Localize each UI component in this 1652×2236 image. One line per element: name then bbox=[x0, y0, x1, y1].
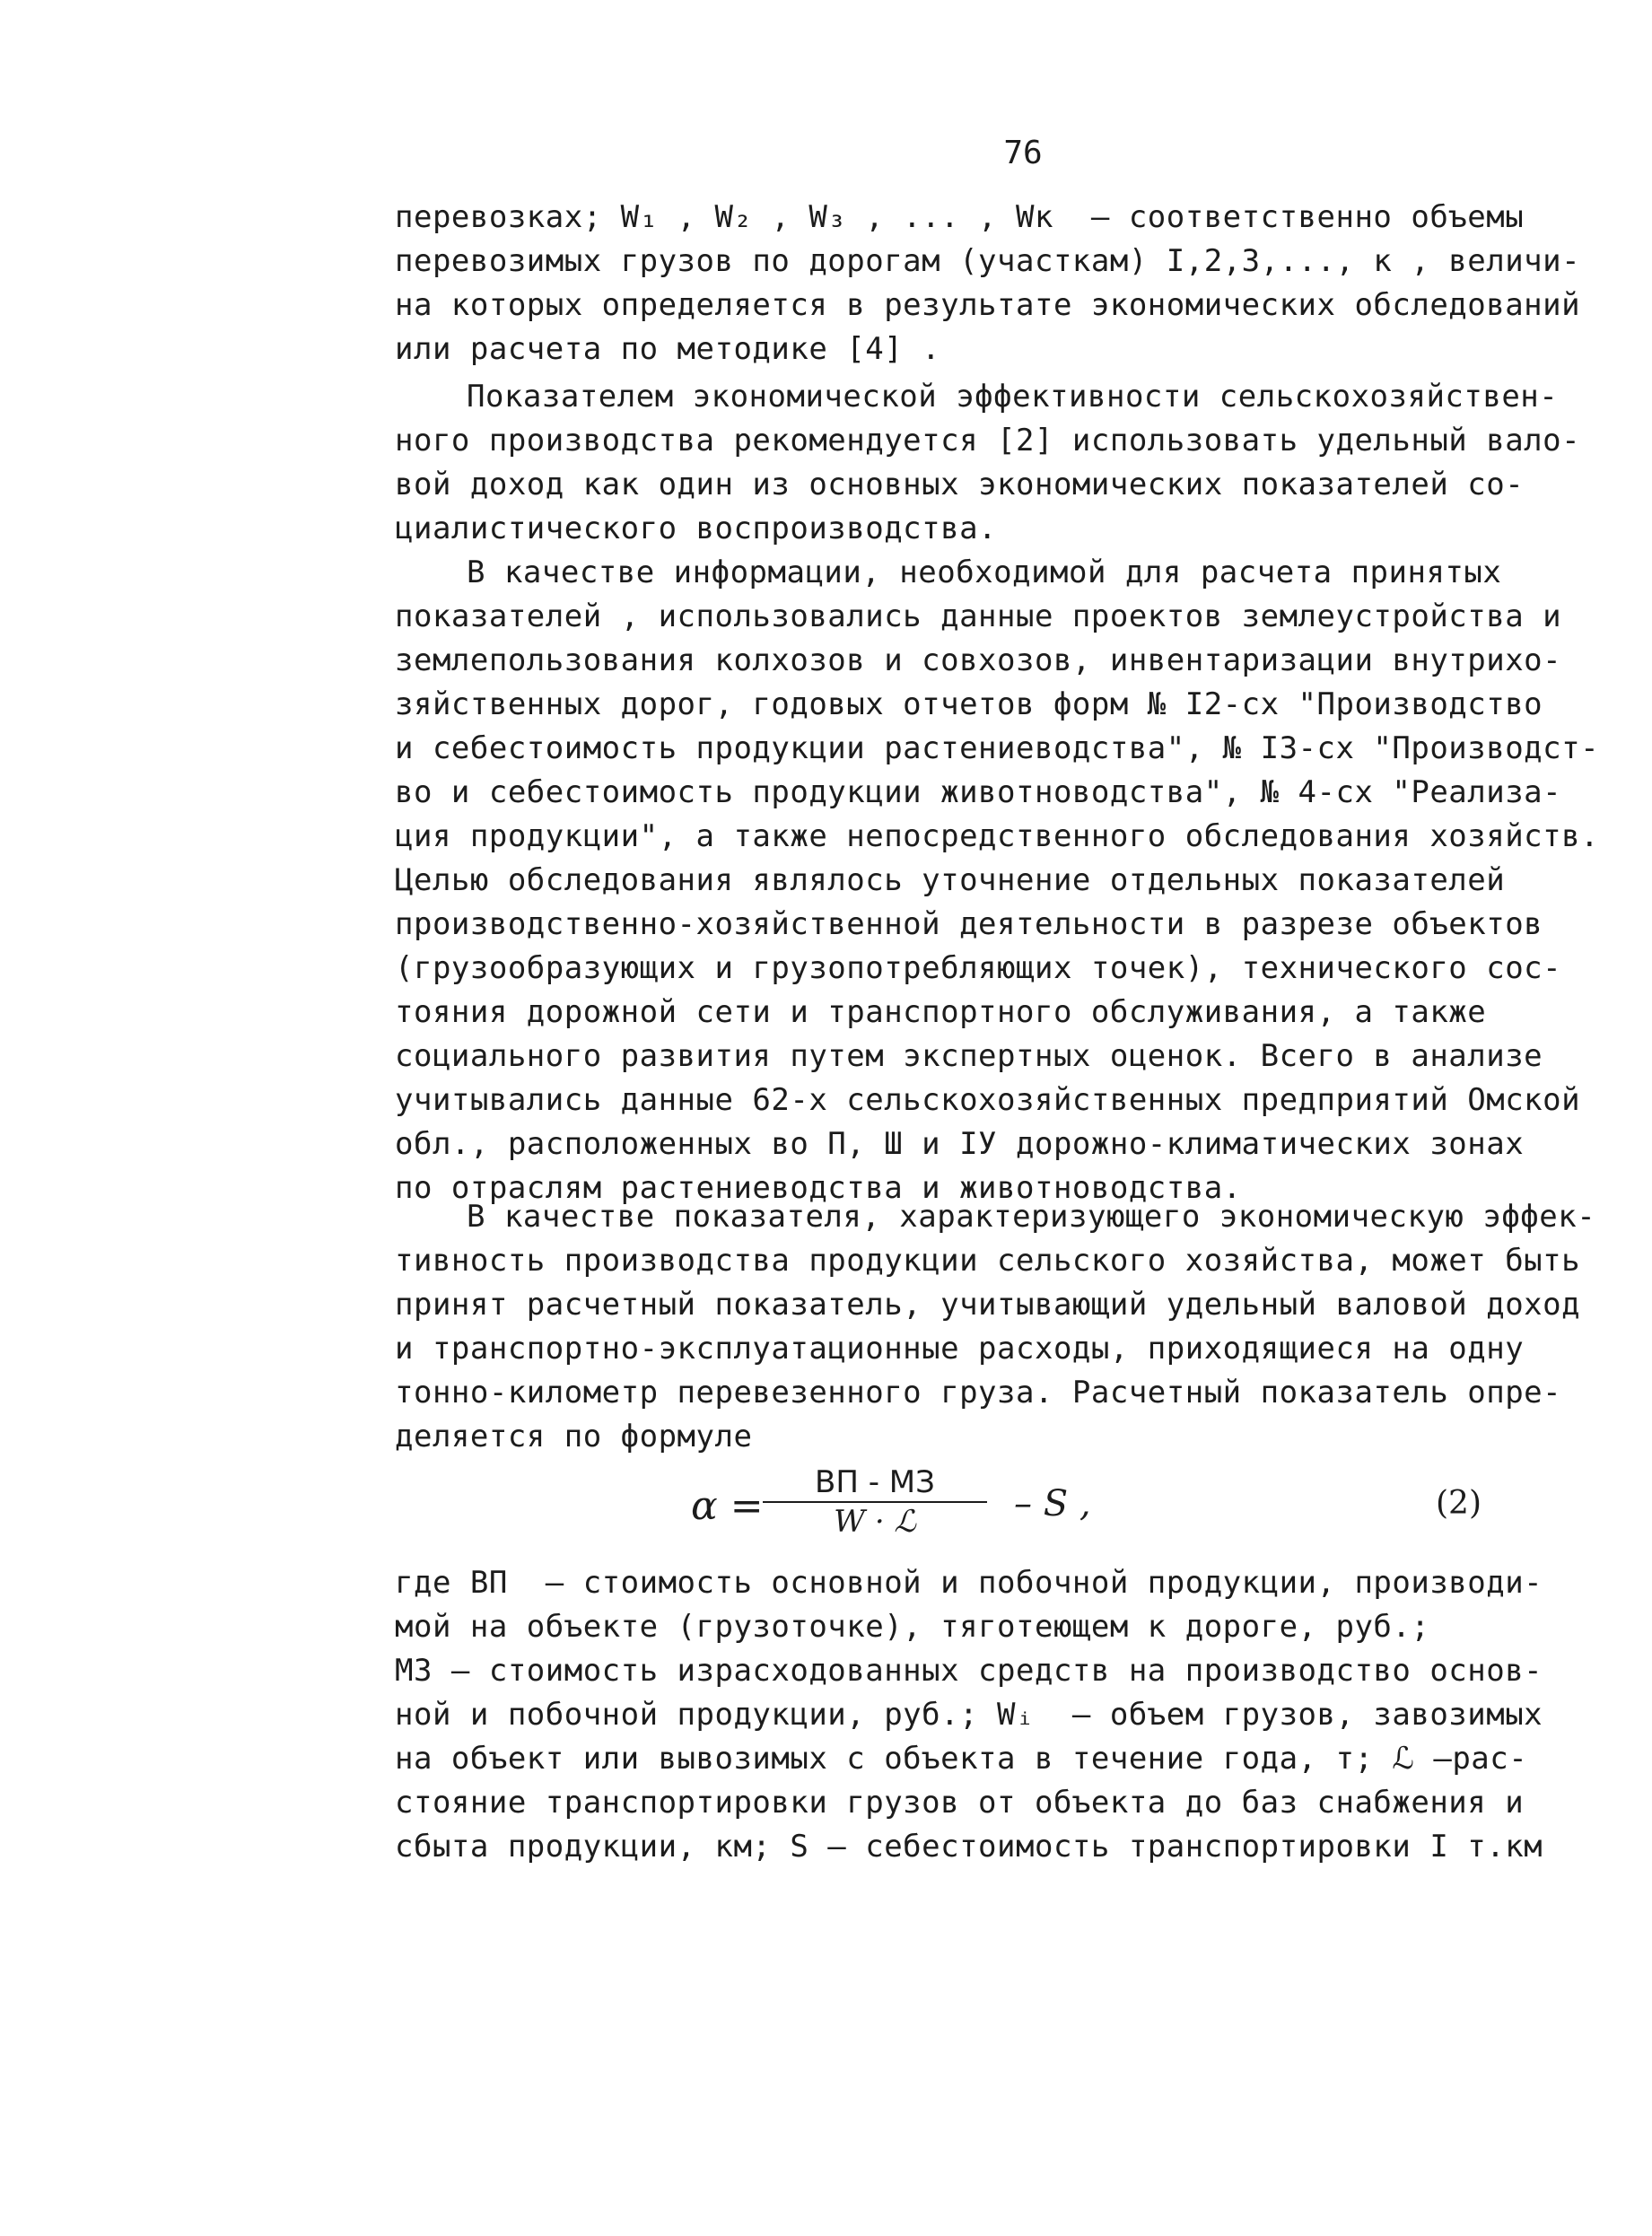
text-line: и себестоимость продукции растениеводства", № I3-сх "Производст- bbox=[395, 730, 1600, 766]
formula-fraction bbox=[763, 1463, 987, 1541]
text-line: перевозках; W₁ , W₂ , W₃ , ... , Wк – соответственно объемы bbox=[395, 199, 1525, 235]
text-line: производственно-хозяйственной деятельности в разрезе объектов bbox=[395, 906, 1543, 942]
equation-number: (2) bbox=[1436, 1485, 1482, 1522]
text-line: принят расчетный показатель, учитывающий удельный валовой доход bbox=[395, 1287, 1581, 1323]
text-line: ной и побочной продукции, руб.; Wᵢ – объем грузов, завозимых bbox=[395, 1697, 1543, 1733]
text-line: Целью обследования являлось уточнение отдельных показателей bbox=[395, 862, 1506, 898]
formula-lhs: α = bbox=[691, 1483, 764, 1529]
text-line: стояние транспортировки грузов от объекта до баз снабжения и bbox=[395, 1785, 1525, 1821]
text-line: на объект или вывозимых с объекта в течение года, т; ℒ –рас- bbox=[395, 1741, 1528, 1777]
text-line: МЗ – стоимость израсходованных средств на производство основ- bbox=[395, 1653, 1543, 1689]
text-line: и транспортно-эксплуатационные расходы, приходящиеся на одну bbox=[395, 1331, 1525, 1367]
formula-rhs: – S , bbox=[1014, 1483, 1091, 1524]
text-line: зяйственных дорог, годовых отчетов форм № I2-сх "Производство bbox=[395, 686, 1543, 722]
text-line: где ВП – стоимость основной и побочной продукции, производи- bbox=[395, 1565, 1543, 1601]
text-line: вой доход как один из основных экономических показателей со- bbox=[395, 467, 1525, 502]
text-line: (грузообразующих и грузопотребляющих точек), технического сос- bbox=[395, 950, 1562, 986]
text-line: перевозимых грузов по дорогам (участкам) I,2,3,..., к , величи- bbox=[395, 243, 1581, 279]
text-line: показателей , использовались данные проектов землеустройства и bbox=[395, 598, 1562, 634]
text-line: землепользования колхозов и совхозов, инвентаризации внутрихо- bbox=[395, 642, 1562, 678]
text-line: во и себестоимость продукции животноводства", № 4-сх "Реализа- bbox=[395, 774, 1562, 810]
text-line: Показателем экономической эффективности сельскохозяйствен- bbox=[467, 379, 1559, 415]
page-number: 76 bbox=[1003, 135, 1043, 171]
paragraph-information-sources bbox=[395, 551, 1600, 1210]
formula-numerator: ВП - МЗ bbox=[763, 1463, 987, 1503]
paragraph-calculated-indicator bbox=[395, 1195, 1596, 1459]
text-line: ного производства рекомендуется [2] использовать удельный вало- bbox=[395, 423, 1581, 459]
text-line: ция продукции", а также непосредственного обследования хозяйств. bbox=[395, 818, 1600, 854]
text-line: В качестве показателя, характеризующего экономическую эффек- bbox=[467, 1199, 1596, 1235]
paragraph-formula-definitions bbox=[395, 1561, 1561, 1869]
formula-denominator: W · ℒ bbox=[834, 1504, 916, 1540]
text-line: В качестве информации, необходимой для расчета принятых bbox=[467, 555, 1502, 590]
text-line: учитывались данные 62-х сельскохозяйственных предприятий Омской bbox=[395, 1082, 1581, 1118]
text-line: тонно-километр перевезенного груза. Расчетный показатель опре- bbox=[395, 1375, 1562, 1411]
text-line: сбыта продукции, км; S – себестоимость транспортировки I т.км bbox=[395, 1829, 1543, 1865]
paragraph-transport-volumes bbox=[395, 196, 1581, 371]
text-line: социального развития путем экспертных оценок. Всего в анализе bbox=[395, 1038, 1543, 1074]
text-line: тивность производства продукции сельского хозяйства, может быть bbox=[395, 1243, 1581, 1279]
paragraph-efficiency-indicator bbox=[395, 375, 1581, 551]
text-line: по отраслям растениеводства и животноводства. bbox=[395, 1170, 1242, 1206]
text-line: деляется по формуле bbox=[395, 1419, 753, 1454]
formula-2 bbox=[395, 1458, 1508, 1557]
text-line: мой на объекте (грузоточке), тяготеющем к дороге, руб.; bbox=[395, 1609, 1430, 1645]
text-line: на которых определяется в результате экономических обследований bbox=[395, 287, 1581, 323]
text-line: тояния дорожной сети и транспортного обслуживания, а также bbox=[395, 994, 1487, 1030]
text-line: обл., расположенных во П, Ш и IУ дорожно-климатических зонах bbox=[395, 1126, 1525, 1162]
text-line: циалистического воспроизводства. bbox=[395, 511, 998, 546]
text-line: или расчета по методике [4] . bbox=[395, 331, 941, 367]
